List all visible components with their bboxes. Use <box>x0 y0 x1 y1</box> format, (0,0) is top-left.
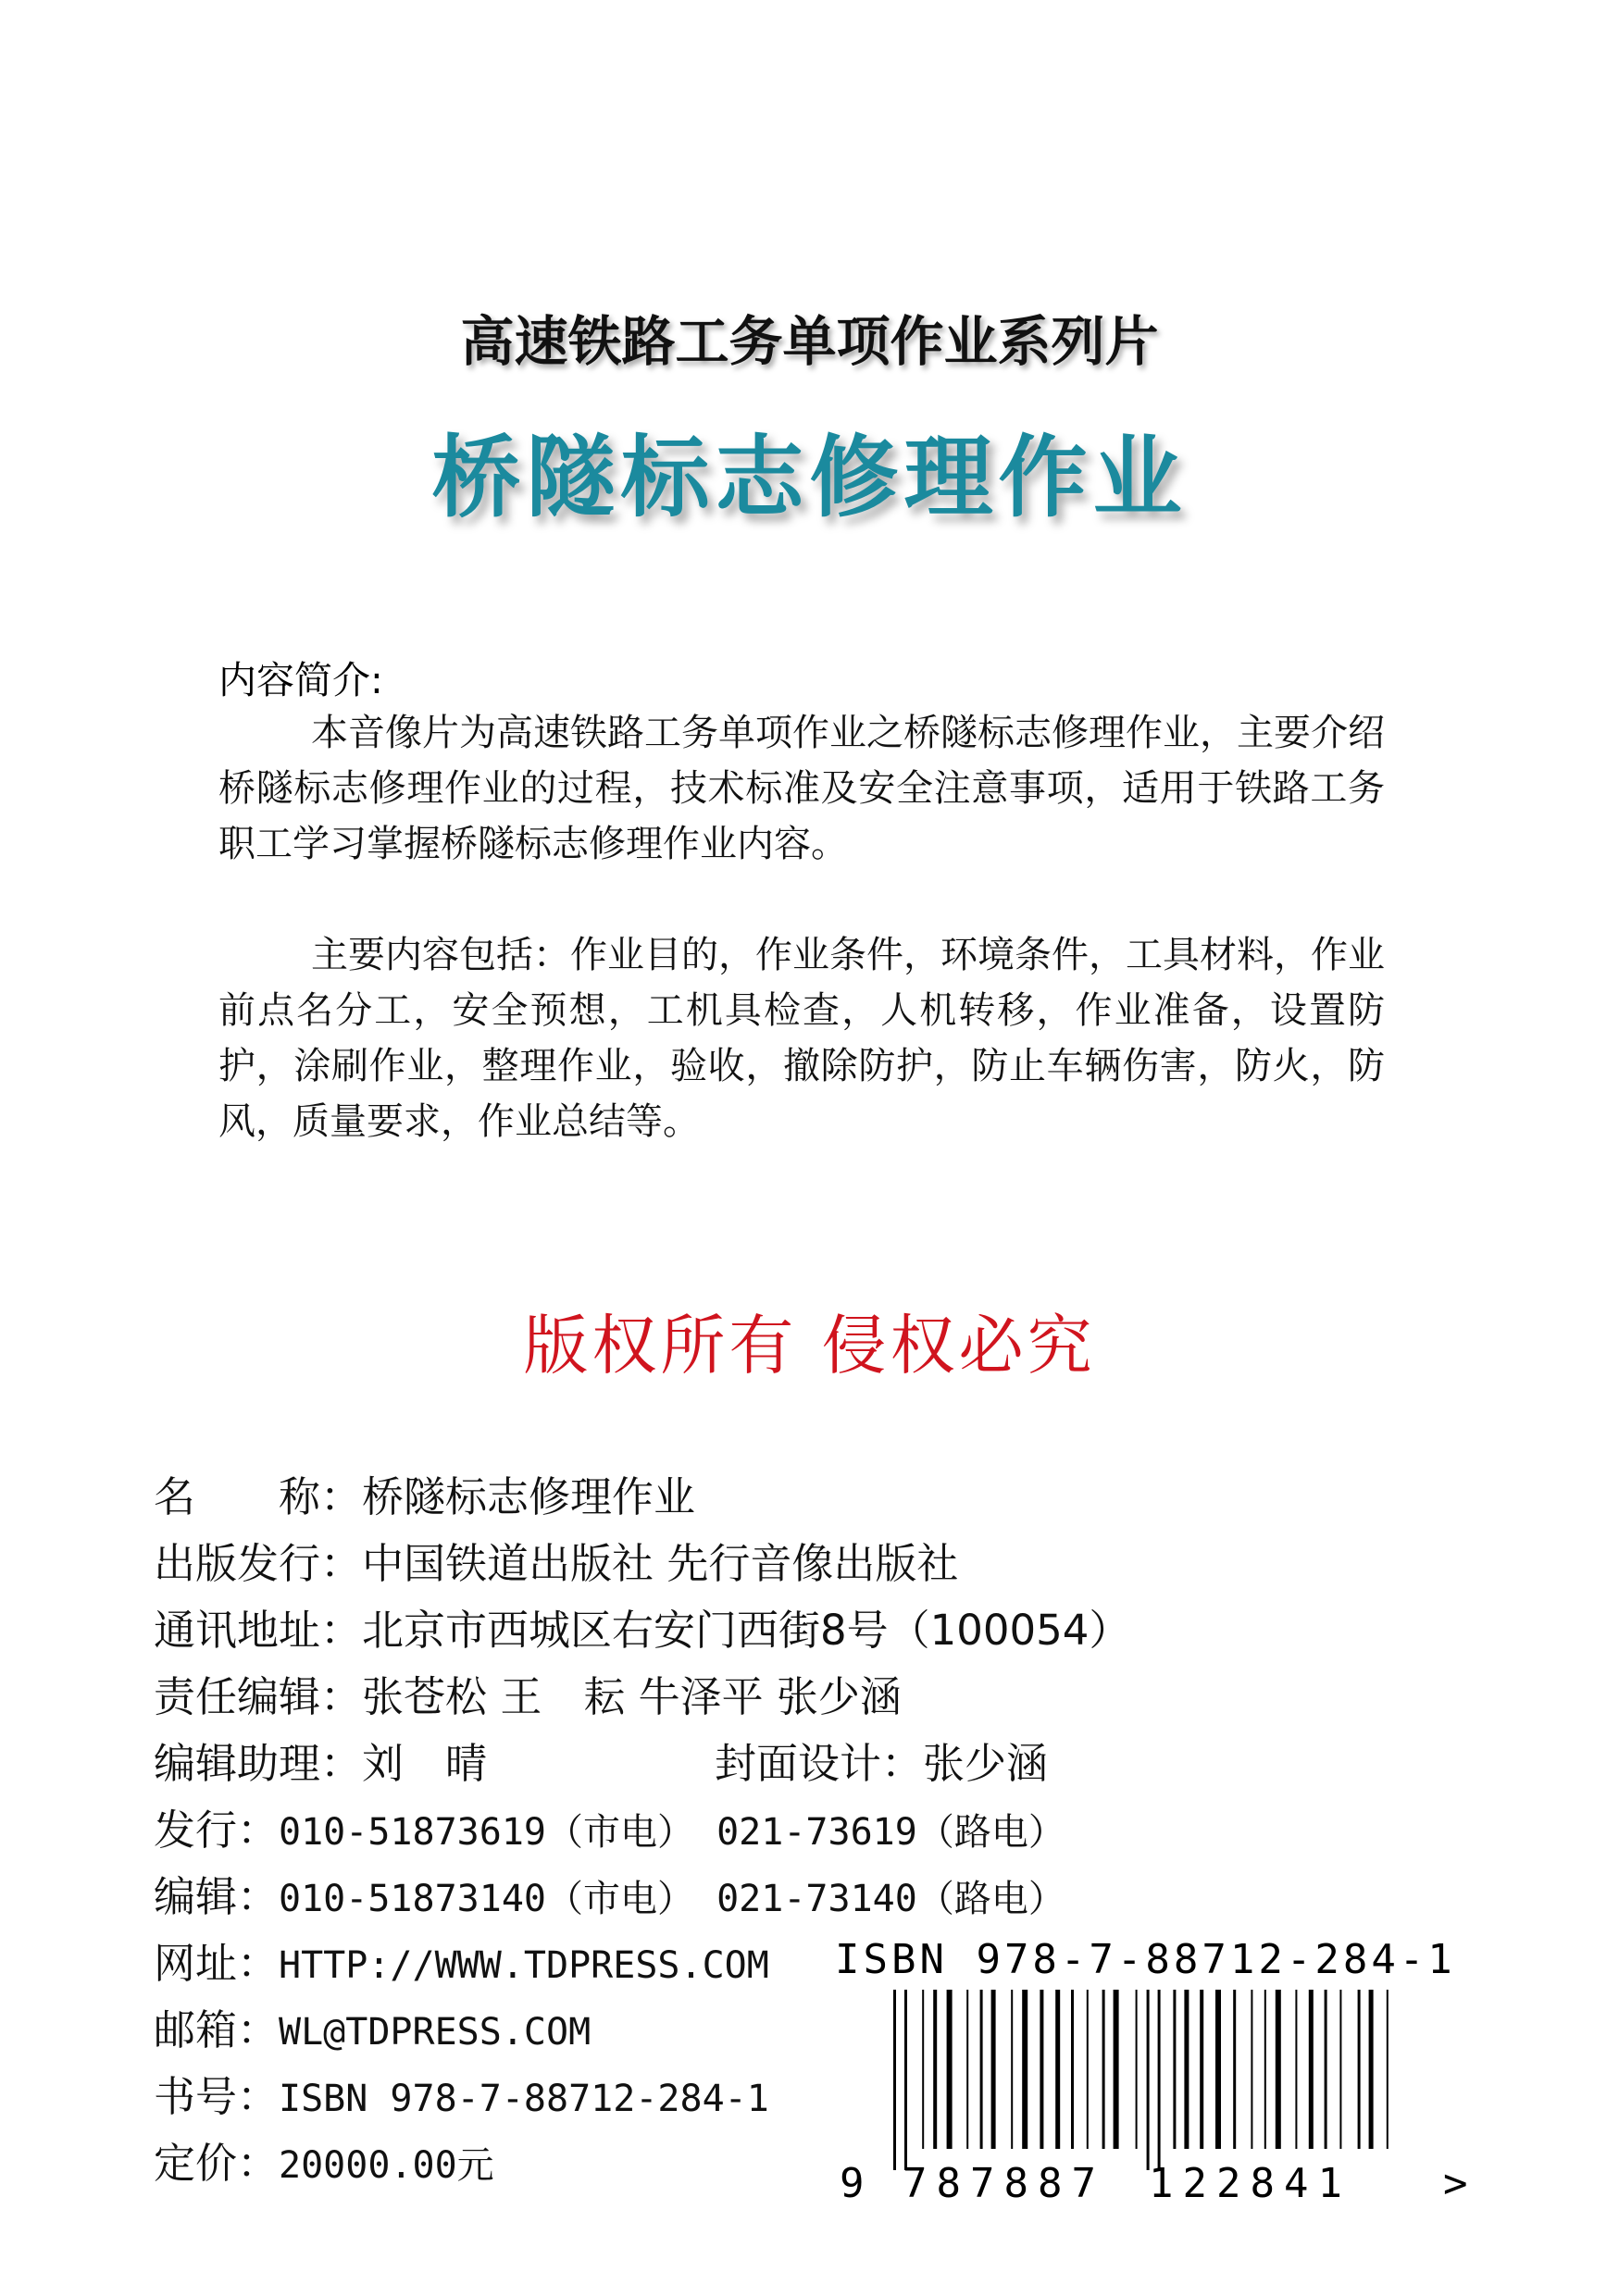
barcode-bar <box>1102 1990 1105 2149</box>
barcode-bar <box>1233 1990 1236 2149</box>
barcode-bar <box>922 1990 924 2149</box>
main-title: 桥隧标志修理作业 <box>431 426 1188 529</box>
barcode-bar <box>1200 1990 1203 2149</box>
info-value: 北京市西城区右安门西街8号（100054） <box>362 1606 1131 1655</box>
barcode-bar <box>1215 1990 1221 2149</box>
info-book-number <box>154 2069 769 2127</box>
barcode-digit-first: 9 <box>840 2160 865 2203</box>
info-price <box>154 2136 494 2193</box>
barcode-bar <box>1309 1990 1314 2149</box>
barcode-bar <box>1087 1990 1089 2149</box>
info-label: 邮箱： <box>154 2005 280 2054</box>
info-address <box>154 1603 1130 1658</box>
barcode-bar <box>1325 1990 1327 2149</box>
info-label: 责任编辑： <box>154 1672 363 1721</box>
info-value: 桥隧标志修理作业 <box>362 1472 696 1521</box>
barcode-bar <box>980 1990 983 2149</box>
info-label: 书号： <box>154 2072 280 2121</box>
barcode-bar <box>1040 1990 1043 2149</box>
barcode-bar <box>1011 1990 1013 2149</box>
barcode-bar <box>1295 1990 1297 2149</box>
barcode-bar <box>1339 1990 1341 2149</box>
barcode-bar <box>1022 1990 1027 2149</box>
barcode-bar <box>966 1990 968 2149</box>
barcode-bar <box>893 1990 896 2170</box>
info-editors <box>154 1669 902 1725</box>
barcode-bar <box>991 1990 996 2149</box>
barcode-bar <box>1147 1990 1150 2170</box>
barcode-bar <box>1136 1990 1138 2149</box>
info-label: 编辑： <box>154 1872 280 1921</box>
info-value: WL@TDPRESS.COM <box>279 2011 592 2054</box>
info-assistant <box>154 1736 487 1792</box>
info-email <box>154 2003 591 2060</box>
barcode-bar <box>1276 1990 1281 2149</box>
barcode-end-mark: > <box>1443 2160 1468 2203</box>
info-value: 20000.00元 <box>279 2144 494 2187</box>
info-value: HTTP://WWW.TDPRESS.COM <box>279 1944 769 1987</box>
barcode-isbn-text: ISBN 978-7-88712-284-1 <box>835 1936 1456 1983</box>
info-label: 网址： <box>154 1939 280 1988</box>
barcode-bar <box>1369 1990 1374 2149</box>
info-label: 名 称： <box>154 1472 363 1521</box>
info-label: 封面设计： <box>715 1739 924 1788</box>
info-distribution <box>154 1803 1065 1860</box>
copyright-notice: 版权所有 侵权必究 <box>523 1308 1096 1384</box>
info-value: 张少涵 <box>923 1739 1049 1788</box>
barcode-bar <box>1358 1990 1361 2149</box>
barcode-bar <box>947 1990 953 2149</box>
barcode-bars <box>893 1990 1389 2170</box>
info-label: 编辑助理： <box>154 1739 363 1788</box>
info-label: 定价： <box>154 2139 280 2188</box>
info-editorial <box>154 1869 1065 1927</box>
barcode-bar <box>1184 1990 1189 2149</box>
series-title: 高速铁路工务单项作业系列片 <box>460 310 1159 373</box>
info-value: 刘 晴 <box>362 1739 488 1788</box>
barcode-digits-right: 122841 <box>1149 2160 1351 2203</box>
barcode-digits-left: 787887 <box>903 2160 1105 2203</box>
info-label: 通讯地址： <box>154 1606 363 1655</box>
barcode-bar <box>1158 1990 1161 2170</box>
barcode-bar <box>1114 1990 1119 2149</box>
barcode-bar <box>904 1990 907 2170</box>
intro-paragraph-2: 主要内容包括：作业目的，作业条件，环境条件，工具材料，作业前点名分工，安全预想，工机具检查，人机转移，作业准备，设置防护，涂刷作业，整理作业，验收，撤除防护，防止车辆伤害，防火，防风，质量要求，作业总结等。 <box>218 934 1385 1143</box>
barcode-bar <box>1071 1990 1074 2149</box>
info-label: 发行： <box>154 1806 280 1855</box>
info-website <box>154 1936 769 1993</box>
info-label: 出版发行： <box>154 1539 363 1588</box>
info-publisher <box>154 1536 958 1592</box>
barcode-bar <box>1251 1990 1252 2149</box>
intro-paragraph-1: 本音像片为高速铁路工务单项作业之桥隧标志修理作业，主要介绍桥隧标志修理作业的过程，技术标准及安全注意事项，适用于铁路工务职工学习掌握桥隧标志修理作业内容。 <box>218 712 1385 865</box>
info-name <box>154 1470 695 1525</box>
info-value: 张苍松 王 耘 牛泽平 张少涵 <box>362 1672 902 1721</box>
barcode-bar <box>1173 1990 1176 2149</box>
barcode <box>838 1990 1486 2203</box>
info-value: ISBN 978-7-88712-284-1 <box>279 2078 769 2120</box>
info-value: 中国铁道出版社 先行音像出版社 <box>362 1539 959 1588</box>
barcode-bar <box>1055 1990 1060 2149</box>
info-cover-design <box>715 1736 1048 1792</box>
barcode-bar <box>1387 1990 1389 2149</box>
info-value: 010-51873140（市电） 021-73140（路电） <box>279 1878 1065 1920</box>
info-value: 010-51873619（市电） 021-73619（路电） <box>279 1811 1065 1854</box>
barcode-bar <box>933 1990 937 2149</box>
barcode-bar <box>1264 1990 1266 2149</box>
intro-heading: 内容简介: <box>218 658 383 702</box>
